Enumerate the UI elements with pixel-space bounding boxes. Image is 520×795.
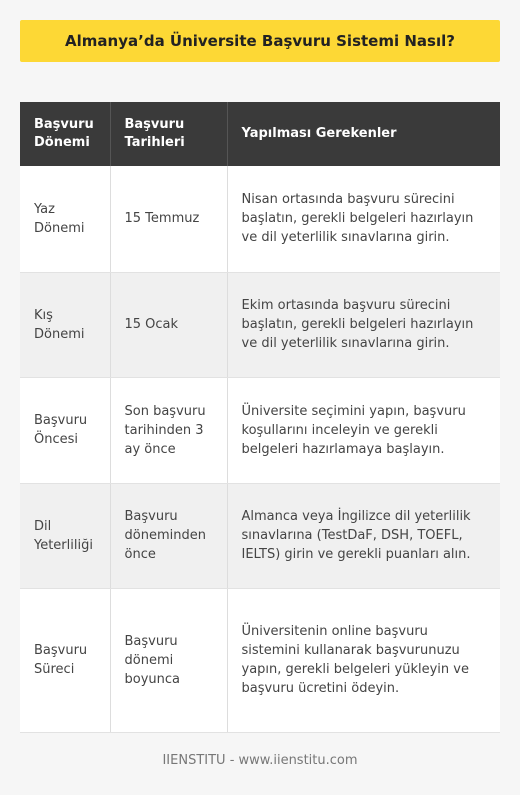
table-row: [20, 377, 500, 483]
page-title: Almanya’da Üniversite Başvuru Sistemi Nasıl?: [65, 32, 455, 50]
header-dates: Başvuru Tarihleri: [110, 102, 227, 166]
cell-dates: 15 Temmuz: [110, 166, 227, 272]
application-table: [20, 102, 500, 733]
footer-credit: IIENSTITU - www.iienstitu.com: [162, 753, 358, 768]
cell-dates: Son başvuru tarihinden 3 ay önce: [110, 377, 227, 483]
cell-dates: 15 Ocak: [110, 272, 227, 377]
header-period: Başvuru Dönemi: [20, 102, 110, 166]
cell-todo: Üniversite seçimini yapın, başvuru koşullarını inceleyin ve gerekli belgeleri hazırlamaya başlayın.: [227, 377, 500, 483]
cell-todo: Nisan ortasında başvuru sürecini başlatın, gerekli belgeleri hazırlayın ve dil yeterlilik sınavlarına girin.: [227, 166, 500, 272]
cell-period: Yaz Dönemi: [20, 166, 110, 272]
cell-todo: Almanca veya İngilizce dil yeterlilik sınavlarına (TestDaF, DSH, TOEFL, IELTS) girin ve gerekli puanları alın.: [227, 483, 500, 588]
cell-period: Dil Yeterliliği: [20, 483, 110, 588]
header-todo: Yapılması Gerekenler: [227, 102, 500, 166]
table-row: [20, 166, 500, 272]
table-row: [20, 272, 500, 377]
cell-todo: Ekim ortasında başvuru sürecini başlatın, gerekli belgeleri hazırlayın ve dil yeterlilik sınavlarına girin.: [227, 272, 500, 377]
table-row: [20, 588, 500, 732]
table-header-row: [20, 102, 500, 166]
cell-period: Kış Dönemi: [20, 272, 110, 377]
cell-period: Başvuru Öncesi: [20, 377, 110, 483]
cell-dates: Başvuru döneminden önce: [110, 483, 227, 588]
page-title-banner: [20, 20, 500, 62]
cell-period: Başvuru Süreci: [20, 588, 110, 732]
cell-dates: Başvuru dönemi boyunca: [110, 588, 227, 732]
table-row: [20, 483, 500, 588]
cell-todo: Üniversitenin online başvuru sistemini kullanarak başvurunuzu yapın, gerekli belgeleri yükleyin ve başvuru ücretini ödeyin.: [227, 588, 500, 732]
